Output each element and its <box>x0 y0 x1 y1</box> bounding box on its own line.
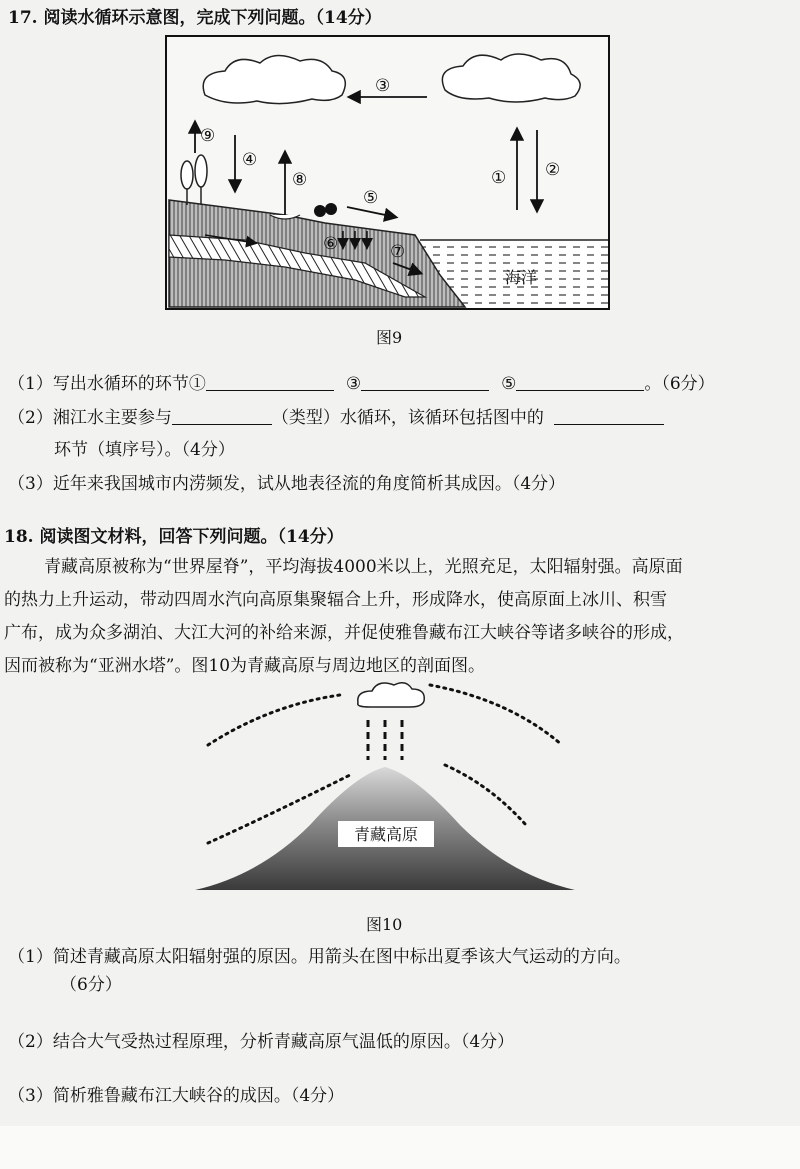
label-4: ④ <box>242 150 258 170</box>
q18-sub2: （2）结合大气受热过程原理，分析青藏高原气温低的原因。（4分） <box>8 1032 515 1052</box>
label-9: ⑨ <box>200 126 216 146</box>
label-1: ① <box>491 168 507 188</box>
fig10-caption: 图10 <box>366 915 403 934</box>
q18-sub1-points: （6分） <box>60 975 122 995</box>
q17-sub3: （3）近年来我国城市内涝频发，试从地表径流的角度简析其成因。（4分） <box>8 474 566 494</box>
fig9-caption: 图9 <box>376 328 403 347</box>
q17-title: 17. 阅读水循环示意图，完成下列问题。（14分） <box>8 8 382 28</box>
q17-sub2: （2）湘江水主要参与 （类型）水循环，该循环包括图中的 <box>8 406 664 430</box>
q18-para-line-2: 的热力上升运动，带动四周水汽向高原集聚辐合上升，形成降水，使高原面上冰川、积雪 <box>4 590 667 610</box>
label-8: ⑧ <box>292 170 308 190</box>
q18-title: 18. 阅读图文材料，回答下列问题。（14分） <box>4 527 344 547</box>
water-cycle-diagram <box>165 35 610 310</box>
label-3: ③ <box>375 76 391 96</box>
page-footer-blank <box>0 1126 800 1169</box>
q18-sub1: （1）简述青藏高原太阳辐射强的原因。用箭头在图中标出夏季该大气运动的方向。 <box>8 947 631 967</box>
q18-para-line-4: 因而被称为“亚洲水塔”。图10为青藏高原与周边地区的剖面图。 <box>4 656 486 676</box>
label-6: ⑥ <box>323 234 339 254</box>
ocean-label: 海洋 <box>505 268 538 287</box>
cloud <box>358 683 425 707</box>
label-5: ⑤ <box>363 188 379 208</box>
label-2: ② <box>545 160 561 180</box>
plateau-profile-diagram <box>190 675 580 895</box>
plateau-label: 青藏高原 <box>353 825 419 844</box>
q17-sub2-line2: 环节（填序号）。（4分） <box>54 440 235 460</box>
q17-sub1: （1）写出水循环的环节① ③ ⑤ 。（6分） <box>8 374 715 394</box>
q18-sub3: （3）简析雅鲁藏布江大峡谷的成因。（4分） <box>8 1086 345 1106</box>
label-7: ⑦ <box>390 242 406 262</box>
q18-para-line-3: 广布，成为众多湖泊、大江大河的补给来源，并促使雅鲁藏布江大峡谷等诸多峡谷的形成， <box>4 623 684 643</box>
q18-para-line-1: 青藏高原被称为“世界屋脊”，平均海拔4000米以上，光照充足，太阳辐射强。高原面 <box>44 557 683 577</box>
